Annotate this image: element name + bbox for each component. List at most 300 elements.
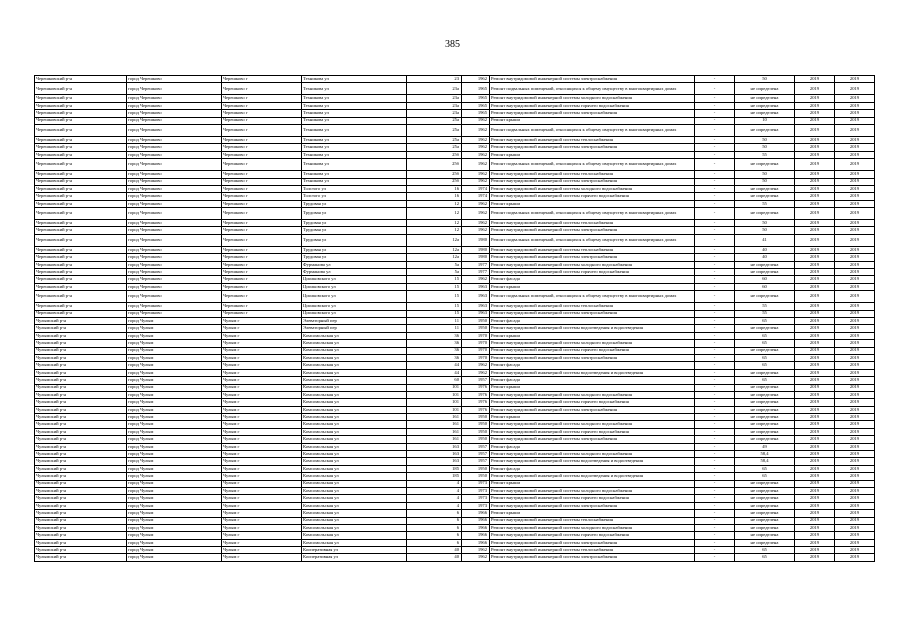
- table-row: [35, 539, 875, 546]
- table-row: [35, 347, 875, 354]
- cell-settlement: Черешково г: [222, 261, 302, 268]
- cell-cost: 65: [735, 547, 795, 554]
- cell-cost: 55: [735, 310, 795, 317]
- cell-locality: город Черешково: [127, 117, 222, 124]
- cell-cost: не определена: [735, 347, 795, 354]
- cell-locality: город Черешково: [127, 208, 222, 220]
- cell-work-type: Ремонт крыши: [490, 510, 695, 517]
- cell-build-year: 1950: [462, 325, 490, 332]
- cell-settlement: Черешково г: [222, 83, 302, 95]
- cell-locality: город Черешково: [127, 220, 222, 227]
- cell-street: Техникова ул: [302, 136, 407, 143]
- cell-dash: -: [695, 317, 735, 324]
- cell-year-end: 2019: [835, 185, 875, 192]
- cell-district: Черешковский р-н: [35, 220, 127, 227]
- table-row: [35, 193, 875, 200]
- cell-dash: -: [695, 510, 735, 517]
- cell-year-start: 2019: [795, 458, 835, 465]
- table-row: [35, 451, 875, 458]
- cell-settlement: Черешково г: [222, 151, 302, 158]
- cell-year-end: 2019: [835, 208, 875, 220]
- table-row: [35, 136, 875, 143]
- cell-build-year: 1980: [462, 254, 490, 261]
- cell-locality: город Чулым: [127, 517, 222, 524]
- cell-district: Чулымский р-н: [35, 369, 127, 376]
- cell-build-year: 1962: [462, 220, 490, 227]
- cell-house-number: 23а: [407, 83, 462, 95]
- cell-settlement: Чулым г: [222, 347, 302, 354]
- cell-work-type: Ремонт внутридомовой инженерной системы электроснабжения: [490, 76, 695, 83]
- cell-settlement: Чулым г: [222, 317, 302, 324]
- table-row: [35, 340, 875, 347]
- cell-dash: -: [695, 325, 735, 332]
- cell-year-start: 2019: [795, 200, 835, 207]
- cell-year-end: 2019: [835, 303, 875, 310]
- cell-year-start: 2019: [795, 110, 835, 117]
- cell-cost: 40: [735, 246, 795, 253]
- cell-cost: не определена: [735, 399, 795, 406]
- cell-house-number: 15: [407, 283, 462, 290]
- cell-settlement: Чулым г: [222, 502, 302, 509]
- cell-cost: не определена: [735, 384, 795, 391]
- cell-build-year: 1957: [462, 451, 490, 458]
- cell-cost: 65: [735, 465, 795, 472]
- cell-year-start: 2019: [795, 310, 835, 317]
- cell-year-start: 2019: [795, 291, 835, 303]
- cell-settlement: Черешково г: [222, 159, 302, 171]
- cell-year-end: 2019: [835, 254, 875, 261]
- cell-district: Черешковский р-н: [35, 144, 127, 151]
- cell-house-number: 40: [407, 554, 462, 561]
- cell-build-year: 1962: [462, 117, 490, 124]
- cell-build-year: 1950: [462, 436, 490, 443]
- cell-work-type: Ремонт внутридомовой инженерной системы электроснабжения: [490, 310, 695, 317]
- cell-district: Черешковский р-н: [35, 102, 127, 109]
- cell-dash: -: [695, 480, 735, 487]
- cell-work-type: Ремонт внутридомовой инженерной системы холодного водоснабжения: [490, 261, 695, 268]
- cell-street: Техникова ул: [302, 144, 407, 151]
- cell-district: Черешковский р-н: [35, 76, 127, 83]
- cell-locality: город Черешково: [127, 234, 222, 246]
- cell-year-start: 2019: [795, 517, 835, 524]
- cell-locality: город Черешково: [127, 185, 222, 192]
- cell-house-number: 15: [407, 303, 462, 310]
- cell-cost: не определена: [735, 480, 795, 487]
- cell-house-number: 6: [407, 532, 462, 539]
- cell-dash: -: [695, 151, 735, 158]
- cell-settlement: Черешково г: [222, 254, 302, 261]
- cell-year-end: 2019: [835, 391, 875, 398]
- cell-settlement: Черешково г: [222, 310, 302, 317]
- cell-district: Чулымский р-н: [35, 384, 127, 391]
- cell-street: Трудовая ул: [302, 220, 407, 227]
- cell-house-number: 44: [407, 369, 462, 376]
- cell-locality: город Чулым: [127, 384, 222, 391]
- cell-dash: -: [695, 384, 735, 391]
- cell-dash: -: [695, 144, 735, 151]
- cell-dash: -: [695, 269, 735, 276]
- cell-locality: город Чулым: [127, 524, 222, 531]
- cell-build-year: 1965: [462, 110, 490, 117]
- cell-year-start: 2019: [795, 547, 835, 554]
- cell-district: Черешковский р-н: [35, 208, 127, 220]
- cell-house-number: 11: [407, 317, 462, 324]
- table-row: [35, 391, 875, 398]
- cell-house-number: 12а: [407, 234, 462, 246]
- cell-work-type: Ремонт подвальных помещений, относящихся к общему имуществу в многоквартирных домах: [490, 291, 695, 303]
- cell-year-start: 2019: [795, 124, 835, 136]
- cell-locality: город Черешково: [127, 136, 222, 143]
- cell-house-number: 6: [407, 539, 462, 546]
- cell-build-year: 1966: [462, 510, 490, 517]
- cell-street: Комсомольская ул: [302, 480, 407, 487]
- cell-year-start: 2019: [795, 465, 835, 472]
- table-row: [35, 144, 875, 151]
- cell-street: Комсомольская ул: [302, 414, 407, 421]
- cell-work-type: Ремонт внутридомовой инженерной системы электроснабжения: [490, 144, 695, 151]
- cell-dash: -: [695, 159, 735, 171]
- table-row: [35, 421, 875, 428]
- cell-house-number: 23а: [407, 110, 462, 117]
- cell-year-start: 2019: [795, 102, 835, 109]
- cell-build-year: 1977: [462, 269, 490, 276]
- cell-cost: не определена: [735, 436, 795, 443]
- cell-year-end: 2019: [835, 517, 875, 524]
- cell-street: Элеваторный пер: [302, 325, 407, 332]
- cell-house-number: 36: [407, 354, 462, 361]
- cell-cost: не определена: [735, 406, 795, 413]
- cell-dash: -: [695, 406, 735, 413]
- cell-house-number: 161: [407, 421, 462, 428]
- cell-year-end: 2019: [835, 524, 875, 531]
- cell-settlement: Черешково г: [222, 269, 302, 276]
- cell-house-number: 6: [407, 517, 462, 524]
- cell-dash: -: [695, 362, 735, 369]
- cell-build-year: 1950: [462, 428, 490, 435]
- cell-locality: город Чулым: [127, 487, 222, 494]
- cell-street: Трудовая ул: [302, 234, 407, 246]
- cell-cost: не определена: [735, 208, 795, 220]
- cell-year-start: 2019: [795, 391, 835, 398]
- table-row: [35, 458, 875, 465]
- cell-build-year: 1965: [462, 83, 490, 95]
- cell-house-number: 36: [407, 347, 462, 354]
- cell-work-type: Ремонт внутридомовой инженерной системы горячего водоснабжения: [490, 495, 695, 502]
- cell-settlement: Черешково г: [222, 136, 302, 143]
- cell-dash: -: [695, 76, 735, 83]
- cell-house-number: 163: [407, 443, 462, 450]
- cell-build-year: 1963: [462, 303, 490, 310]
- cell-work-type: Ремонт внутридомовой инженерной системы горячего водоснабжения: [490, 532, 695, 539]
- cell-district: Чулымский р-н: [35, 414, 127, 421]
- cell-build-year: 1970: [462, 347, 490, 354]
- cell-year-start: 2019: [795, 159, 835, 171]
- cell-locality: город Черешково: [127, 283, 222, 290]
- cell-work-type: Ремонт внутридомовой инженерной системы теплоснабжения: [490, 136, 695, 143]
- cell-house-number: 161: [407, 428, 462, 435]
- cell-year-start: 2019: [795, 406, 835, 413]
- cell-street: Комсомольская ул: [302, 384, 407, 391]
- cell-street: Комсомольская ул: [302, 502, 407, 509]
- cell-settlement: Черешково г: [222, 303, 302, 310]
- cell-cost: 40: [735, 254, 795, 261]
- cell-street: Комсомольская ул: [302, 495, 407, 502]
- cell-year-end: 2019: [835, 354, 875, 361]
- cell-house-number: 101: [407, 399, 462, 406]
- cell-dash: -: [695, 547, 735, 554]
- cell-district: Черешковский р-н: [35, 171, 127, 178]
- cell-street: Комсомольская ул: [302, 458, 407, 465]
- cell-work-type: Ремонт внутридомовой инженерной системы холодного водоснабжения: [490, 421, 695, 428]
- cell-year-end: 2019: [835, 406, 875, 413]
- cell-house-number: 161: [407, 436, 462, 443]
- cell-district: Черешковский р-н: [35, 310, 127, 317]
- cell-street: Комсомольская ул: [302, 539, 407, 546]
- cell-street: Фурманова ул: [302, 261, 407, 268]
- cell-house-number: 25б: [407, 171, 462, 178]
- cell-street: Комсомольская ул: [302, 369, 407, 376]
- cell-district: Чулымский р-н: [35, 347, 127, 354]
- cell-settlement: Черешково г: [222, 95, 302, 102]
- cell-street: Комсомольская ул: [302, 473, 407, 480]
- cell-year-start: 2019: [795, 193, 835, 200]
- cell-cost: не определена: [735, 510, 795, 517]
- cell-settlement: Черешково г: [222, 178, 302, 185]
- cell-street: Трудовая ул: [302, 208, 407, 220]
- cell-district: Чулымский р-н: [35, 443, 127, 450]
- cell-work-type: Ремонт крыши: [490, 414, 695, 421]
- cell-locality: город Чулым: [127, 539, 222, 546]
- cell-year-end: 2019: [835, 473, 875, 480]
- cell-house-number: 36: [407, 332, 462, 339]
- cell-work-type: Ремонт внутридомовой инженерной системы теплоснабжения: [490, 303, 695, 310]
- cell-cost: 50: [735, 220, 795, 227]
- cell-house-number: 6: [407, 524, 462, 531]
- cell-district: Черешковский р-н: [35, 110, 127, 117]
- cell-locality: город Чулым: [127, 377, 222, 384]
- cell-work-type: Ремонт крыши: [490, 283, 695, 290]
- cell-year-end: 2019: [835, 443, 875, 450]
- cell-cost: 50: [735, 144, 795, 151]
- cell-street: Кооперативная ул: [302, 554, 407, 561]
- cell-year-end: 2019: [835, 310, 875, 317]
- cell-street: Комсомольская ул: [302, 377, 407, 384]
- cell-dash: -: [695, 421, 735, 428]
- cell-build-year: 1980: [462, 234, 490, 246]
- cell-locality: город Черешково: [127, 303, 222, 310]
- cell-district: Черешковский р-н: [35, 185, 127, 192]
- cell-locality: город Чулым: [127, 354, 222, 361]
- cell-build-year: 1962: [462, 369, 490, 376]
- cell-street: Циолковского ул: [302, 283, 407, 290]
- cell-build-year: 1962: [462, 171, 490, 178]
- table-row: [35, 428, 875, 435]
- cell-district: Чулымский р-н: [35, 465, 127, 472]
- cell-locality: город Чулым: [127, 554, 222, 561]
- cell-settlement: Чулым г: [222, 554, 302, 561]
- cell-work-type: Ремонт фасада: [490, 276, 695, 283]
- cell-build-year: 1974: [462, 185, 490, 192]
- cell-year-end: 2019: [835, 340, 875, 347]
- cell-year-start: 2019: [795, 399, 835, 406]
- cell-year-start: 2019: [795, 510, 835, 517]
- table-row: [35, 369, 875, 376]
- cell-house-number: 15: [407, 291, 462, 303]
- cell-work-type: Ремонт внутридомовой инженерной системы теплоснабжения: [490, 246, 695, 253]
- table-row: [35, 532, 875, 539]
- cell-house-number: 23а: [407, 95, 462, 102]
- cell-year-end: 2019: [835, 332, 875, 339]
- cell-house-number: 40: [407, 547, 462, 554]
- cell-district: Чулымский р-н: [35, 317, 127, 324]
- cell-year-end: 2019: [835, 144, 875, 151]
- cell-dash: -: [695, 110, 735, 117]
- cell-work-type: Ремонт внутридомовой инженерной системы водоотведения и водоотведения: [490, 325, 695, 332]
- cell-build-year: 1970: [462, 340, 490, 347]
- cell-house-number: 25б: [407, 159, 462, 171]
- cell-year-end: 2019: [835, 532, 875, 539]
- cell-build-year: 1966: [462, 517, 490, 524]
- cell-locality: город Черешково: [127, 83, 222, 95]
- cell-dash: -: [695, 451, 735, 458]
- table-row: [35, 554, 875, 561]
- cell-work-type: Ремонт внутридомовой инженерной системы электроснабжения: [490, 254, 695, 261]
- cell-work-type: Ремонт внутридомовой инженерной системы горячего водоснабжения: [490, 193, 695, 200]
- cell-work-type: Ремонт внутридомовой инженерной системы горячего водоснабжения: [490, 269, 695, 276]
- table-row: [35, 159, 875, 171]
- cell-year-start: 2019: [795, 220, 835, 227]
- cell-locality: город Черешково: [127, 276, 222, 283]
- cell-dash: -: [695, 95, 735, 102]
- cell-street: Фурманова ул: [302, 269, 407, 276]
- cell-cost: не определена: [735, 539, 795, 546]
- cell-cost: 65: [735, 340, 795, 347]
- cell-street: Техникова ул: [302, 178, 407, 185]
- cell-dash: -: [695, 246, 735, 253]
- cell-house-number: 44: [407, 362, 462, 369]
- cell-work-type: Ремонт внутридомовой инженерной системы теплоснабжения: [490, 517, 695, 524]
- cell-year-start: 2019: [795, 384, 835, 391]
- cell-district: Черешковский р-н: [35, 193, 127, 200]
- cell-dash: -: [695, 310, 735, 317]
- cell-work-type: Ремонт внутридомовой инженерной системы электроснабжения: [490, 406, 695, 413]
- cell-district: Чулымский р-н: [35, 428, 127, 435]
- cell-street: Комсомольская ул: [302, 406, 407, 413]
- cell-build-year: 1965: [462, 95, 490, 102]
- cell-locality: город Черешково: [127, 144, 222, 151]
- cell-year-start: 2019: [795, 369, 835, 376]
- table-row: [35, 291, 875, 303]
- cell-year-start: 2019: [795, 136, 835, 143]
- cell-locality: город Черешково: [127, 246, 222, 253]
- table-row: [35, 95, 875, 102]
- cell-locality: город Черешково: [127, 261, 222, 268]
- cell-district: Черешковский р-н: [35, 83, 127, 95]
- cell-dash: -: [695, 171, 735, 178]
- cell-settlement: Чулым г: [222, 547, 302, 554]
- cell-build-year: 1962: [462, 200, 490, 207]
- cell-year-end: 2019: [835, 428, 875, 435]
- cell-year-start: 2019: [795, 428, 835, 435]
- cell-house-number: 25б: [407, 178, 462, 185]
- cell-work-type: Ремонт внутридомовой инженерной системы теплоснабжения: [490, 171, 695, 178]
- cell-dash: -: [695, 517, 735, 524]
- cell-build-year: 1962: [462, 227, 490, 234]
- table-row: [35, 317, 875, 324]
- cell-build-year: 1950: [462, 317, 490, 324]
- cell-locality: город Чулым: [127, 495, 222, 502]
- cell-district: Чулымский р-н: [35, 458, 127, 465]
- cell-district: Чулымский р-н: [35, 517, 127, 524]
- cell-district: Чулымский р-н: [35, 510, 127, 517]
- table-row: [35, 208, 875, 220]
- cell-district: Черешковский р-н: [35, 246, 127, 253]
- cell-year-start: 2019: [795, 151, 835, 158]
- cell-cost: не определена: [735, 291, 795, 303]
- table-row: [35, 171, 875, 178]
- cell-build-year: 1973: [462, 480, 490, 487]
- cell-year-start: 2019: [795, 178, 835, 185]
- cell-district: Черешковский р-н: [35, 136, 127, 143]
- table-row: [35, 124, 875, 136]
- cell-house-number: 25б: [407, 151, 462, 158]
- cell-year-end: 2019: [835, 261, 875, 268]
- cell-settlement: Чулым г: [222, 369, 302, 376]
- cell-year-start: 2019: [795, 451, 835, 458]
- cell-build-year: 1973: [462, 487, 490, 494]
- cell-district: Черешковский р-н: [35, 178, 127, 185]
- cell-house-number: 25а: [407, 124, 462, 136]
- cell-locality: город Черешково: [127, 151, 222, 158]
- cell-street: Техникова ул: [302, 110, 407, 117]
- cell-build-year: 1973: [462, 495, 490, 502]
- cell-district: Чулымский р-н: [35, 325, 127, 332]
- cell-dash: -: [695, 414, 735, 421]
- cell-year-start: 2019: [795, 185, 835, 192]
- cell-locality: город Чулым: [127, 480, 222, 487]
- cell-cost: не определена: [735, 269, 795, 276]
- cell-settlement: Черешково г: [222, 185, 302, 192]
- cell-street: Комсомольская ул: [302, 517, 407, 524]
- cell-year-end: 2019: [835, 178, 875, 185]
- cell-year-end: 2019: [835, 325, 875, 332]
- table-row: [35, 283, 875, 290]
- cell-year-start: 2019: [795, 414, 835, 421]
- cell-locality: город Чулым: [127, 391, 222, 398]
- table-row: [35, 502, 875, 509]
- cell-street: Комсомольская ул: [302, 532, 407, 539]
- cell-build-year: 1980: [462, 246, 490, 253]
- cell-year-end: 2019: [835, 220, 875, 227]
- cell-dash: -: [695, 391, 735, 398]
- cell-street: Трудовая ул: [302, 200, 407, 207]
- cell-work-type: Ремонт подвальных помещений, относящихся к общему имуществу в многоквартирных домах: [490, 159, 695, 171]
- cell-dash: -: [695, 340, 735, 347]
- cell-year-end: 2019: [835, 399, 875, 406]
- cell-cost: не определена: [735, 261, 795, 268]
- cell-work-type: Ремонт внутридомовой инженерной системы электроснабжения: [490, 502, 695, 509]
- cell-build-year: 1966: [462, 532, 490, 539]
- table-row: [35, 151, 875, 158]
- cell-cost: не определена: [735, 193, 795, 200]
- cell-locality: город Чулым: [127, 473, 222, 480]
- cell-street: Комсомольская ул: [302, 451, 407, 458]
- cell-dash: -: [695, 495, 735, 502]
- cell-year-start: 2019: [795, 208, 835, 220]
- cell-street: Кооперативная ул: [302, 547, 407, 554]
- cell-street: Техникова ул: [302, 124, 407, 136]
- cell-dash: -: [695, 220, 735, 227]
